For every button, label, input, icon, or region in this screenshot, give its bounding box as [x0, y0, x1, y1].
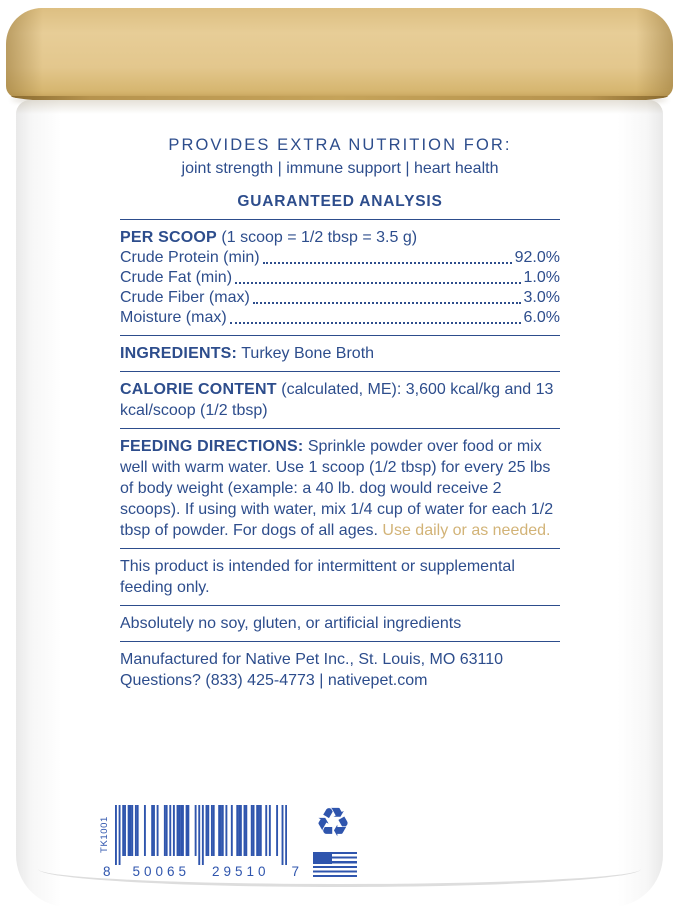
- barcode-left-digit: 8: [103, 864, 111, 879]
- ingredients-value: Turkey Bone Broth: [241, 345, 375, 362]
- no-artificial-note: Absolutely no soy, gluten, or artificial ingredients: [120, 615, 462, 632]
- feeding-directions-label: FEEDING DIRECTIONS:: [120, 438, 304, 455]
- manufacturer-line: Manufactured for Native Pet Inc., St. Louis, MO 63110: [120, 651, 504, 668]
- feeding-directions-highlight: Use daily or as needed.: [382, 522, 551, 539]
- container-body: [16, 100, 663, 907]
- calorie-content-label: CALORIE CONTENT: [120, 381, 277, 398]
- barcode-group1: 50065: [132, 864, 191, 879]
- leader-dots: [230, 322, 521, 324]
- barcode-bars: [115, 805, 287, 865]
- analysis-row: [120, 248, 560, 268]
- analysis-row-label: Crude Fat (min): [120, 269, 233, 286]
- leader-dots: [263, 262, 512, 264]
- recycle-icon: ♻: [315, 800, 351, 846]
- calorie-content-section: [120, 372, 560, 428]
- barcode-right-digit: 7: [291, 864, 299, 879]
- per-scoop-line: [120, 220, 560, 335]
- benefits-line: joint strength | immune support | heart health: [181, 160, 499, 177]
- leader-dots: [253, 302, 521, 304]
- sku-vertical-text: TK1001: [98, 815, 110, 853]
- analysis-row: [120, 288, 560, 308]
- analysis-row-label: Crude Fiber (max): [120, 289, 250, 306]
- contact-line: Questions? (833) 425-4773 | nativepet.com: [120, 672, 428, 689]
- per-scoop-label: PER SCOOP: [120, 229, 217, 246]
- analysis-row-value: 6.0%: [523, 309, 560, 326]
- barcode-group2: 29510: [211, 864, 270, 879]
- provides-title: PROVIDES EXTRA NUTRITION FOR:: [168, 136, 512, 154]
- container-lid: [6, 8, 673, 98]
- analysis-row: [120, 268, 560, 288]
- feeding-directions-body: Sprinkle powder over food or mix well with warm water. Use 1 scoop (1/2 tbsp) for every 25 lbs of body weight (example: a 40 lb. dog would receive 2 scoops). If using with water, mix 1/4 cup of water for each 1/2 tbsp of powder. For dogs of all ages.: [120, 438, 554, 539]
- per-scoop-detail: (1 scoop = 1/2 tbsp = 3.5 g): [221, 229, 418, 246]
- analysis-row-label: Moisture (max): [120, 309, 227, 326]
- intermittent-feeding-note: This product is intended for intermittent or supplemental feeding only.: [120, 558, 515, 596]
- analysis-row-label: Crude Protein (min): [120, 249, 260, 266]
- analysis-row-value: 3.0%: [523, 289, 560, 306]
- back-label: [120, 134, 560, 698]
- guaranteed-analysis-title: GUARANTEED ANALYSIS: [237, 193, 443, 210]
- ingredients-label: INGREDIENTS:: [120, 345, 238, 362]
- feeding-directions-section: [120, 429, 560, 548]
- manufacturer-section: [120, 642, 560, 698]
- leader-dots: [235, 282, 521, 284]
- analysis-row-value: 1.0%: [523, 269, 560, 286]
- analysis-row-value: 92.0%: [514, 249, 560, 266]
- calorie-content-value: (calculated, ME): 3,600 kcal/kg and 13 kcal/scoop (1/2 tbsp): [120, 381, 554, 419]
- ingredients-section: [120, 336, 560, 371]
- container-base-crease: [38, 864, 641, 887]
- analysis-row: [120, 308, 560, 328]
